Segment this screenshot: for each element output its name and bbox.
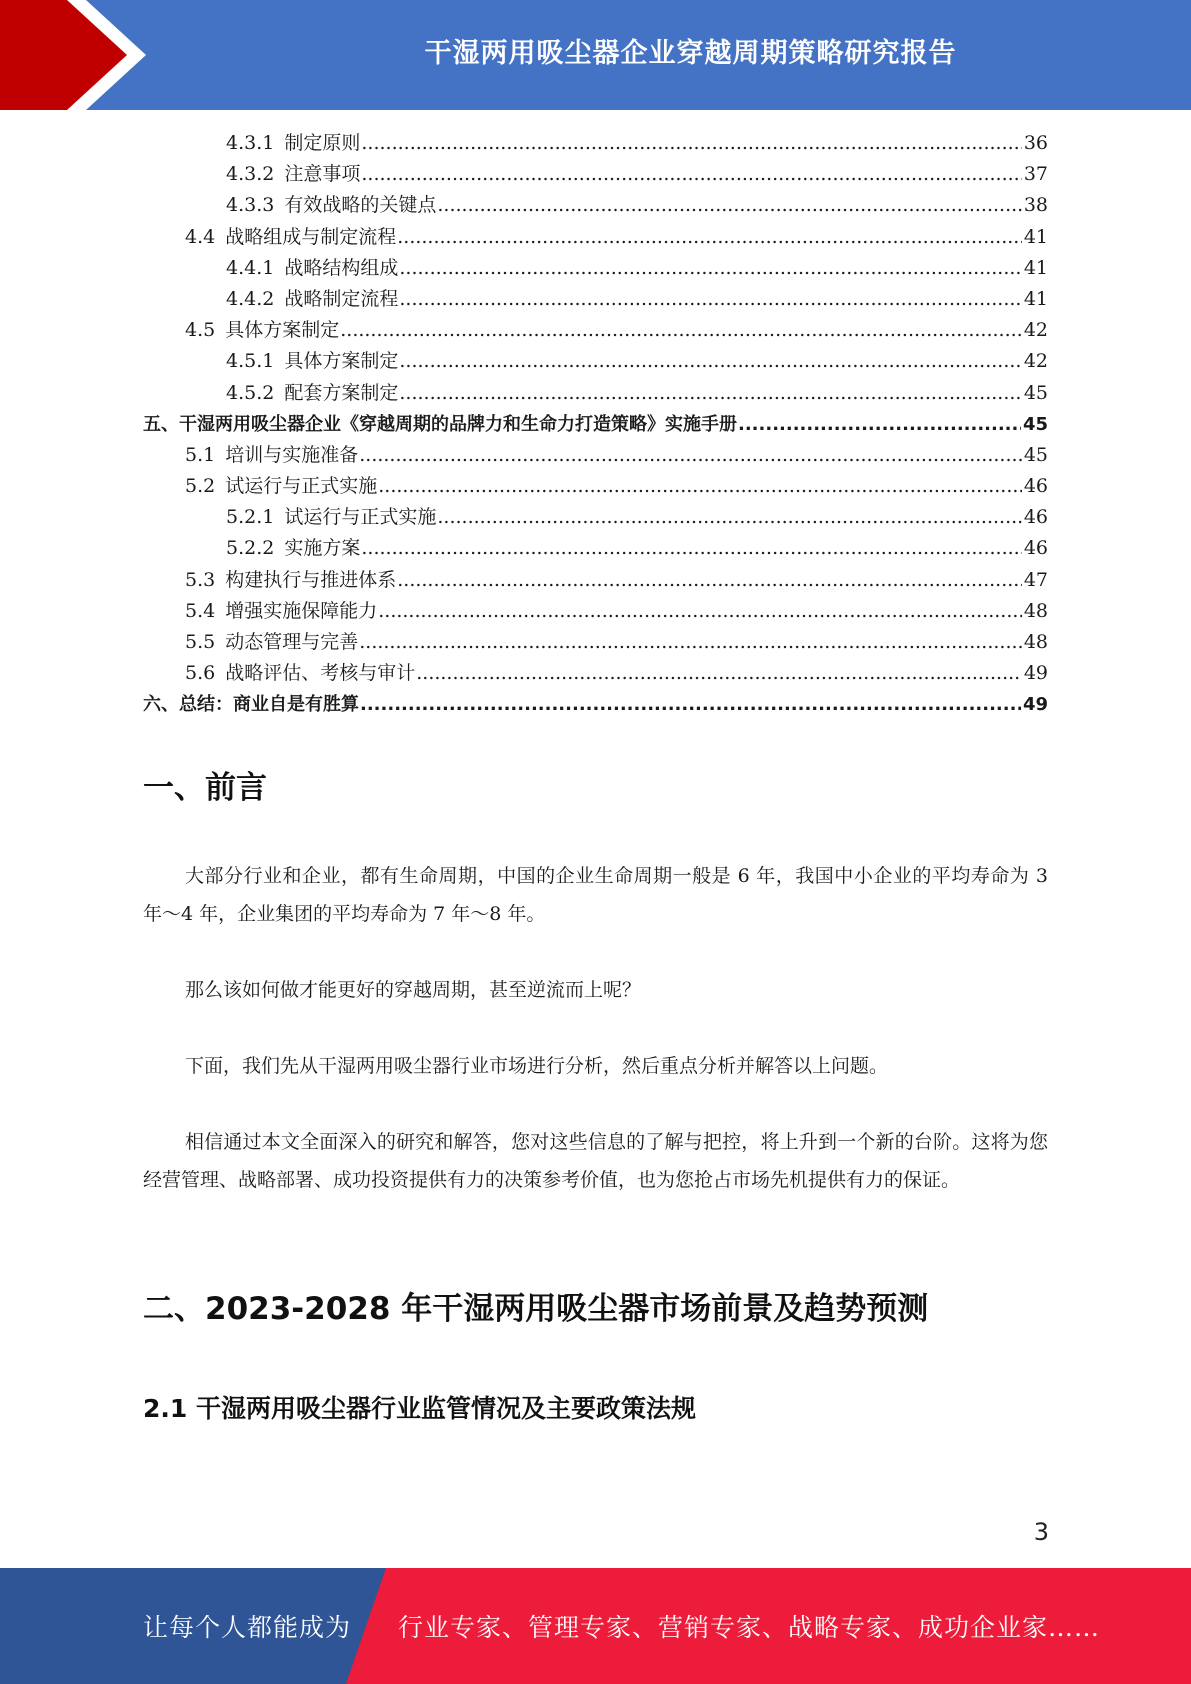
toc-entry-number: 4.5 <box>185 319 216 342</box>
toc-dot-leader <box>738 409 1021 440</box>
toc-dot-leader <box>399 284 1021 315</box>
toc-dot-leader <box>361 128 1021 159</box>
toc-dot-leader <box>399 378 1021 409</box>
toc-entry-title: 试运行与正式实施 <box>225 475 378 498</box>
toc-entry-title: 战略结构组成 <box>284 256 399 279</box>
toc-entry-title: 注意事项 <box>284 163 361 186</box>
toc-entry-page: 46 <box>1023 506 1048 529</box>
footer-slogan-left: 让每个人都能成为 <box>143 1613 352 1642</box>
footer-slogan-right: 行业专家、管理专家、营销专家、战略专家、成功企业家…… <box>398 1613 1101 1642</box>
toc-entry-number: 5.2.1 <box>226 506 275 529</box>
paragraph-question: 那么该如何做才能更好的穿越周期，甚至逆流而上呢？ <box>185 979 642 1001</box>
toc-entry-title: 六、总结：商业自是有胜算 <box>143 694 359 716</box>
toc-entry-page: 38 <box>1023 194 1048 217</box>
toc-entry[interactable] <box>143 658 1048 689</box>
toc-entry-number: 4.4 <box>185 225 216 248</box>
paragraph-lifecycle: 大部分行业和企业，都有生命周期，中国的企业生命周期一般是 6 年，我国中小企业的平均寿命为 3 年～4 年，企业集团的平均寿命为 7 年～8 年。 <box>143 865 1048 925</box>
toc-entry-title: 战略组成与制定流程 <box>225 225 397 248</box>
toc-entry[interactable] <box>143 222 1048 253</box>
toc-entry[interactable] <box>143 502 1048 533</box>
toc-entry-title: 实施方案 <box>284 537 361 560</box>
toc-entry[interactable] <box>143 190 1048 221</box>
toc-entry-title: 制定原则 <box>284 132 361 154</box>
toc-entry[interactable] <box>143 253 1048 284</box>
toc-entry-number: 5.6 <box>185 662 216 685</box>
page-header <box>0 0 1191 110</box>
paragraph-value: 相信通过本文全面深入的研究和解答，您对这些信息的了解与把控，将上升到一个新的台阶。这将为您经营管理、战略部署、成功投资提供有力的决策参考价值，也为您抢占市场先机提供有力的保证。 <box>143 1131 1048 1191</box>
toc-entry-page: 46 <box>1023 537 1048 560</box>
toc-dot-leader <box>361 159 1021 190</box>
page-footer <box>0 1568 1191 1684</box>
toc-entry-title: 战略评估、考核与审计 <box>225 662 416 685</box>
toc-entry-title: 配套方案制定 <box>284 381 399 404</box>
toc-entry-number: 4.4.2 <box>226 287 275 310</box>
toc-dot-leader <box>399 346 1021 377</box>
toc-entry[interactable] <box>143 689 1048 720</box>
toc-entry-page: 42 <box>1023 319 1048 342</box>
toc-entry[interactable] <box>143 284 1048 315</box>
toc-entry-title: 培训与实施准备 <box>225 443 359 466</box>
toc-entry-number: 5.2 <box>185 475 216 498</box>
header-chevron-graphic <box>0 0 160 110</box>
toc-entry-page: 41 <box>1023 256 1048 279</box>
toc-entry[interactable] <box>143 440 1048 471</box>
toc-entry-number: 5.2.2 <box>226 537 275 560</box>
toc-entry-title: 增强实施保障能力 <box>225 599 378 622</box>
toc-entry-number: 5.5 <box>185 631 216 653</box>
toc-dot-leader <box>359 440 1022 471</box>
toc-entry-page: 49 <box>1022 694 1048 716</box>
toc-dot-leader <box>437 190 1021 221</box>
toc-dot-leader <box>340 315 1022 346</box>
toc-entry-title: 试运行与正式实施 <box>284 506 437 529</box>
toc-entry-title: 构建执行与推进体系 <box>225 568 397 591</box>
toc-dot-leader <box>437 502 1021 533</box>
page-number: 3 <box>1033 1518 1049 1546</box>
toc-dot-leader <box>416 658 1022 689</box>
toc-dot-leader <box>378 596 1022 627</box>
toc-entry-page: 49 <box>1023 662 1048 685</box>
toc-entry-number: 4.4.1 <box>226 256 275 279</box>
toc-entry[interactable] <box>143 315 1048 346</box>
toc-dot-leader <box>360 689 1021 720</box>
toc-entry-title: 动态管理与完善 <box>225 631 359 653</box>
toc-dot-leader <box>359 627 1022 658</box>
toc-entry-page: 36 <box>1023 132 1048 154</box>
table-of-contents <box>143 128 1048 721</box>
toc-entry-page: 45 <box>1022 413 1048 435</box>
toc-dot-leader <box>397 222 1022 253</box>
toc-entry-page: 47 <box>1023 568 1048 591</box>
toc-entry-number: 4.3.3 <box>226 194 275 217</box>
subsection-heading-regulation: 2.1 干湿两用吸尘器行业监管情况及主要政策法规 <box>143 1394 696 1423</box>
toc-entry-title: 有效战略的关键点 <box>284 194 437 217</box>
toc-entry-page: 45 <box>1023 443 1048 466</box>
toc-entry-page: 41 <box>1023 287 1048 310</box>
toc-entry-number: 4.3.2 <box>226 163 275 186</box>
toc-entry-number: 4.5.1 <box>226 350 275 373</box>
section-heading-preface: 一、前言 <box>143 770 267 806</box>
toc-entry[interactable] <box>143 471 1048 502</box>
toc-entry-number: 5.4 <box>185 599 216 622</box>
toc-entry-title: 具体方案制定 <box>225 319 340 342</box>
toc-entry-number: 4.5.2 <box>226 381 275 404</box>
report-title: 干湿两用吸尘器企业穿越周期策略研究报告 <box>424 37 957 69</box>
toc-entry-page: 42 <box>1023 350 1048 373</box>
toc-entry-title: 战略制定流程 <box>284 287 399 310</box>
toc-entry-title: 具体方案制定 <box>284 350 399 373</box>
toc-entry[interactable] <box>143 378 1048 409</box>
toc-entry-number: 4.3.1 <box>226 132 275 154</box>
toc-entry[interactable] <box>143 565 1048 596</box>
toc-entry[interactable] <box>143 533 1048 564</box>
toc-entry-page: 37 <box>1023 163 1048 186</box>
toc-entry[interactable] <box>143 128 1048 159</box>
toc-dot-leader <box>378 471 1022 502</box>
section-heading-market-outlook: 二、2023-2028 年干湿两用吸尘器市场前景及趋势预测 <box>143 1291 929 1327</box>
toc-entry-page: 48 <box>1023 631 1048 653</box>
toc-entry[interactable] <box>143 409 1048 440</box>
toc-entry-number: 5.1 <box>185 443 216 466</box>
toc-entry-page: 41 <box>1023 225 1048 248</box>
toc-dot-leader <box>397 565 1022 596</box>
toc-entry[interactable] <box>143 159 1048 190</box>
paragraph-outline: 下面，我们先从干湿两用吸尘器行业市场进行分析，然后重点分析并解答以上问题。 <box>185 1055 889 1077</box>
toc-entry[interactable] <box>143 627 1048 658</box>
toc-entry[interactable] <box>143 596 1048 627</box>
toc-entry-number: 5.3 <box>185 568 216 591</box>
toc-entry-page: 46 <box>1023 475 1048 498</box>
toc-dot-leader <box>399 253 1021 284</box>
toc-entry-page: 48 <box>1023 599 1048 622</box>
toc-entry[interactable] <box>143 346 1048 377</box>
toc-dot-leader <box>361 533 1021 564</box>
toc-entry-title: 五、干湿两用吸尘器企业《穿越周期的品牌力和生命力打造策略》实施手册 <box>143 413 737 435</box>
toc-entry-page: 45 <box>1023 381 1048 404</box>
